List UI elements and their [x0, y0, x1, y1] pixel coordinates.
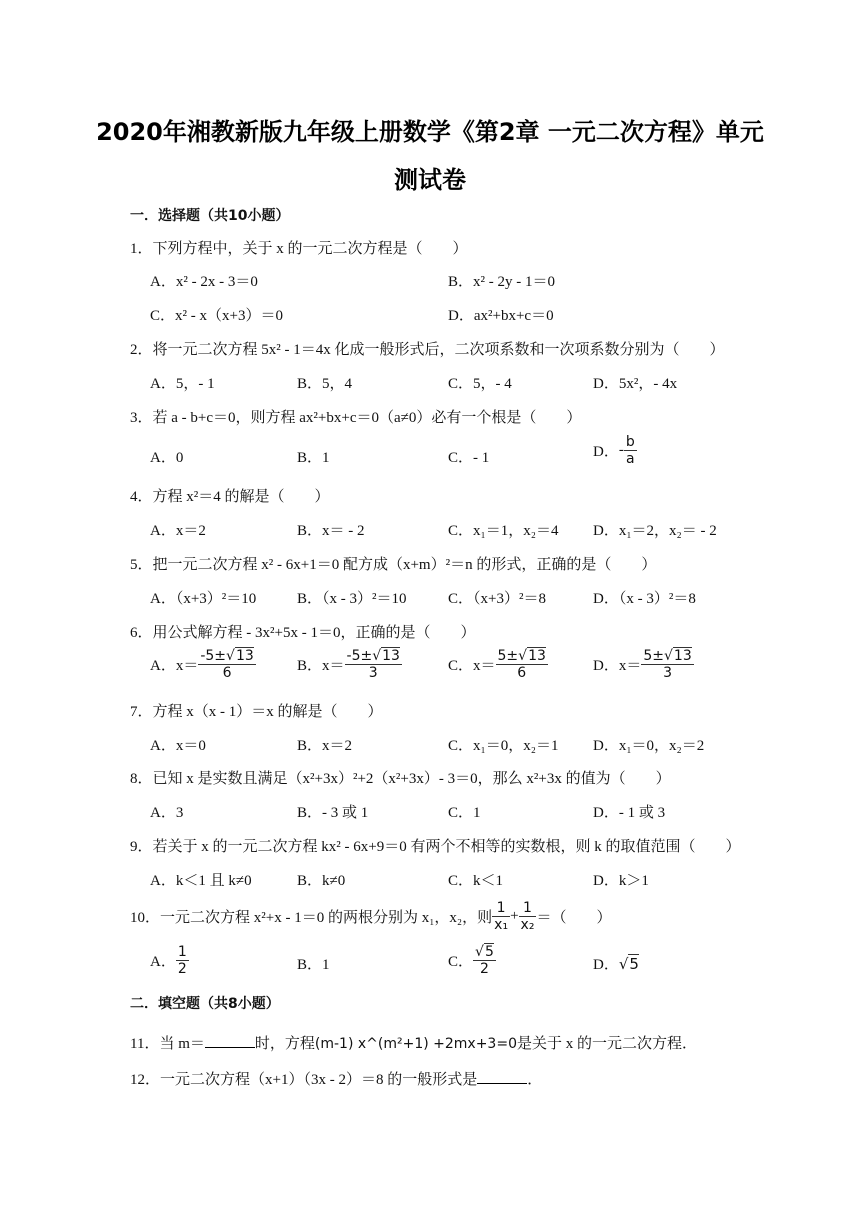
question-9-stem: 9．若关于 x 的一元二次方程 kx² - 6x+9＝0 有两个不相等的实数根，则 k 的取值范围（ ）	[130, 839, 741, 855]
fraction-denominator: a	[625, 451, 635, 467]
question-6-option-d	[593, 648, 694, 681]
sqrt-icon: √13	[663, 648, 692, 664]
question-3-stem: 3．若 a - b+c＝0，则方程 ax²+bx+c＝0（a≠0）必有一个根是（ ）	[130, 410, 582, 426]
question-3-option-d: D．- $\frac{b}{a}$	[593, 434, 635, 467]
fraction-numerator	[345, 648, 402, 665]
answer-blank[interactable]	[477, 1069, 527, 1084]
sqrt-icon: √5	[618, 955, 639, 973]
question-7-option-a: A．x＝0	[150, 738, 206, 754]
document-title-line2: 测试卷	[394, 166, 466, 194]
question-7-option-b: B．x＝2	[297, 738, 353, 754]
question-8-option-a: A．3	[150, 805, 184, 821]
question-5-option-b: B．（x - 3）²＝10	[297, 591, 407, 607]
question-4-stem: 4．方程 x²＝4 的解是（ ）	[130, 489, 330, 505]
radicand: 5	[484, 944, 494, 960]
question-10-stem	[130, 900, 611, 933]
question-3-option-c: C．- 1	[448, 450, 490, 466]
numerator-prefix: -5±	[346, 648, 373, 664]
question-8-option-d: D．- 1 或 3	[593, 805, 666, 821]
question-6-option-b	[297, 648, 402, 681]
fraction-formula	[641, 648, 693, 681]
fraction-numerator	[198, 648, 255, 665]
radicand: 5	[629, 955, 639, 973]
question-8-option-c: C．1	[448, 805, 481, 821]
question-5-option-c: C．（x+3）²＝8	[448, 591, 546, 607]
radicand: 13	[673, 648, 692, 664]
question-2-option-a: A．5，- 1	[150, 376, 215, 392]
question-9-option-c: C．k＜1	[448, 873, 504, 889]
sqrt-icon: √13	[372, 648, 400, 664]
sqrt-icon: √13	[226, 648, 254, 664]
fraction-denominator: 2	[479, 961, 489, 977]
stem-text-tail: 是关于 x 的一元二次方程．	[516, 1036, 697, 1052]
document-title-line1: 2020年湘教新版九年级上册数学《第2章 一元二次方程》单元	[96, 118, 764, 146]
option-label: C．	[448, 954, 474, 970]
stem-text: 11．当 m＝	[130, 1036, 205, 1052]
question-9-option-b: B．k≠0	[297, 873, 346, 889]
stem-text-mid: 时，方程	[254, 1036, 315, 1052]
question-1-stem: 1．下列方程中，关于 x 的一元二次方程是（ ）	[130, 241, 468, 257]
question-11-stem	[130, 1032, 697, 1053]
stem-tail: ＝（ ）	[536, 910, 612, 926]
fraction-numerator	[641, 648, 693, 665]
fraction-one-half	[176, 944, 189, 977]
question-4-option-c: C．x₁＝1，x₂＝4	[448, 523, 559, 539]
question-4-option-b: B．x＝ - 2	[297, 523, 365, 539]
radicand: 13	[528, 648, 546, 664]
question-5-option-a: A．（x+3）²＝10	[150, 591, 257, 607]
radicand: 13	[235, 648, 254, 664]
equation-image: (m-1) x^(m²+1) +2mx+3=0	[314, 1036, 517, 1052]
fraction-sqrt5-over-2	[473, 944, 496, 977]
fraction-denominator: x₁	[494, 917, 509, 933]
fraction-denominator: 6	[222, 665, 232, 681]
fraction-denominator: 6	[517, 665, 527, 681]
question-8-option-b: B．- 3 或 1	[297, 805, 369, 821]
question-7-option-c: C．x₁＝0，x₂＝1	[448, 738, 559, 754]
numerator-prefix: 5±	[643, 648, 664, 664]
question-7-stem: 7．方程 x（x - 1）＝x 的解是（ ）	[130, 704, 383, 720]
option-label: D．	[593, 957, 619, 973]
question-2-stem: 2．将一元二次方程 5x² - 1＝4x 化成一般形式后，二次项系数和一次项系数分别为（ ）	[130, 342, 725, 358]
question-3-option-b: B．1	[297, 450, 330, 466]
question-6-option-a	[150, 648, 256, 681]
fraction-numerator	[473, 944, 496, 961]
question-9-option-a: A．k＜1 且 k≠0	[150, 873, 252, 889]
question-4-option-d: D．x₁＝2，x₂＝ - 2	[593, 523, 717, 539]
option-label: B．x＝	[297, 658, 345, 674]
stem-text-tail: ．	[527, 1072, 543, 1088]
option-label: A．x＝	[150, 658, 199, 674]
numerator-prefix: -5±	[200, 648, 227, 664]
sqrt-icon: √5	[475, 944, 494, 960]
question-1-option-c: C．x² - x（x+3）＝0	[150, 308, 283, 324]
section-heading-fill-in: 二．填空题（共8小题）	[130, 996, 280, 1012]
question-10-option-d	[593, 953, 639, 974]
question-8-stem: 8．已知 x 是实数且满足（x²+3x）²+2（x²+3x）- 3＝0，那么 x²+3x 的值为（ ）	[130, 771, 671, 787]
radicand: 13	[382, 648, 400, 664]
stem-text: 12．一元二次方程（x+1）（3x - 2）＝8 的一般形式是	[130, 1072, 478, 1088]
fraction-1-over-x1	[492, 900, 510, 933]
numerator-prefix: 5±	[497, 648, 519, 664]
fraction-numerator: 1	[492, 900, 510, 917]
section-heading-choice: 一．选择题（共10小题）	[130, 208, 290, 224]
question-1-option-a: A．x² - 2x - 3＝0	[150, 274, 258, 290]
stem-text: 10．一元二次方程 x²+x - 1＝0 的两根分别为 x₁，x₂，则	[130, 910, 493, 926]
question-12-stem	[130, 1068, 542, 1089]
fraction-numerator: 1	[519, 900, 537, 917]
question-2-option-b: B．5，4	[297, 376, 353, 392]
option-label: D．	[593, 444, 619, 460]
sqrt-icon: √13	[518, 648, 546, 664]
question-10-option-c	[448, 944, 496, 977]
fraction-formula	[496, 648, 548, 681]
question-2-option-c: C．5，- 4	[448, 376, 512, 392]
question-5-option-d: D．（x - 3）²＝8	[593, 591, 696, 607]
question-1-option-d: D．ax²+bx+c＝0	[448, 308, 554, 324]
question-6-option-c	[448, 648, 548, 681]
question-10-option-b: B．1	[297, 957, 330, 973]
fraction-numerator	[496, 648, 548, 665]
fraction-formula	[345, 648, 402, 681]
fraction-denominator: 3	[663, 665, 672, 681]
option-label: A．	[150, 954, 176, 970]
fraction-denominator: 3	[368, 665, 378, 681]
fraction-1-over-x2	[519, 900, 537, 933]
question-2-option-d: D．5x²，- 4x	[593, 376, 678, 392]
question-3-option-a: A．0	[150, 450, 184, 466]
question-10-option-a	[150, 944, 189, 977]
fraction-numerator: 1	[177, 944, 187, 960]
question-7-option-d: D．x₁＝0，x₂＝2	[593, 738, 705, 754]
question-1-option-b: B．x² - 2y - 1＝0	[448, 274, 555, 290]
question-9-option-d: D．k＞1	[593, 873, 649, 889]
question-4-option-a: A．x＝2	[150, 523, 206, 539]
question-6-stem: 6．用公式解方程 - 3x²+5x - 1＝0，正确的是（ ）	[130, 625, 476, 641]
fraction-denominator: x₂	[520, 917, 535, 933]
plus-sign: +	[510, 908, 519, 924]
fraction-b-over-a	[624, 434, 637, 467]
fraction-denominator: 2	[177, 961, 187, 977]
answer-blank[interactable]	[205, 1033, 255, 1048]
question-5-stem: 5．把一元二次方程 x² - 6x+1＝0 配方成（x+m）²＝n 的形式，正确的是（ ）	[130, 557, 657, 573]
fraction-numerator: b	[625, 434, 635, 450]
option-label: D．x＝	[593, 658, 642, 674]
option-label: C．x＝	[448, 658, 496, 674]
fraction-formula	[198, 648, 255, 681]
